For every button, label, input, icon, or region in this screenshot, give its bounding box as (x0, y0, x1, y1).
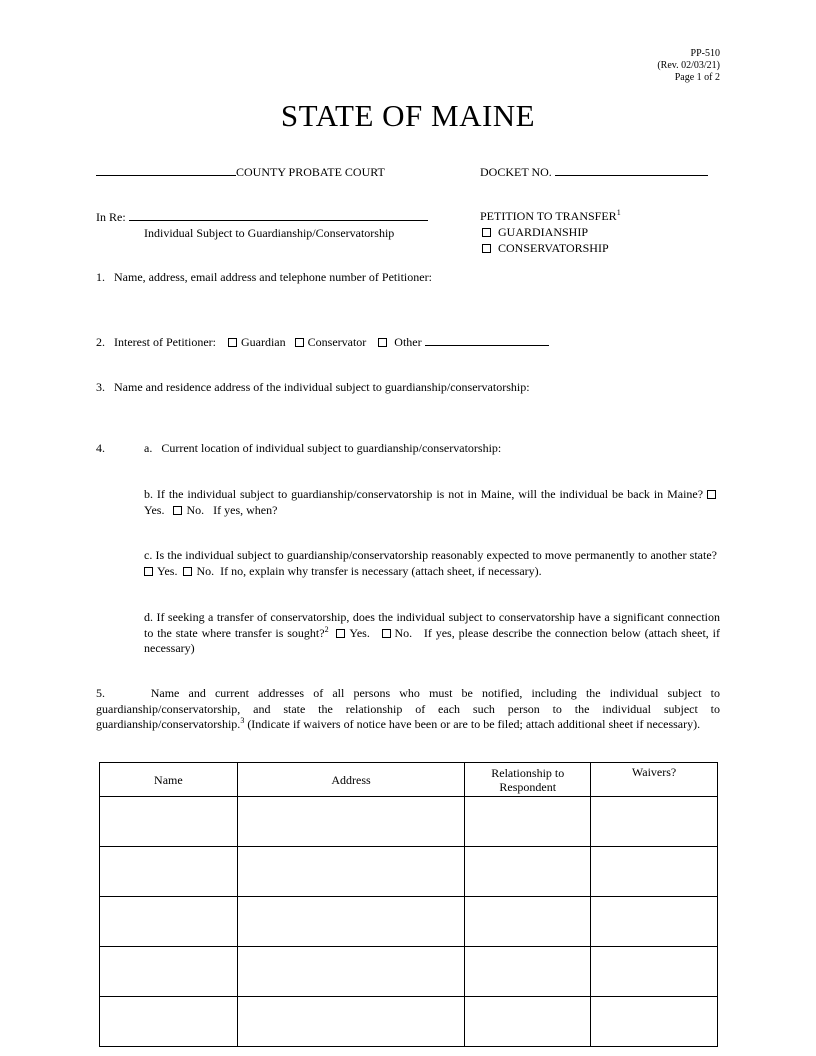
county-label: COUNTY PROBATE COURT (236, 165, 385, 179)
address-cell[interactable] (237, 897, 465, 947)
address-cell[interactable] (237, 997, 465, 1047)
page-number: Page 1 of 2 (674, 72, 720, 83)
in-re-caption: Individual Subject to Guardianship/Conservatorship (144, 226, 395, 240)
no-label: No. (394, 625, 413, 640)
item-text: If yes, when? (213, 502, 278, 517)
option-guardianship (482, 225, 588, 240)
in-re-line (96, 209, 428, 225)
item-4d (144, 610, 720, 657)
other-interest-field[interactable] (425, 334, 549, 346)
significant-connection-yes-checkbox[interactable] (336, 629, 345, 638)
relationship-cell[interactable] (465, 897, 591, 947)
name-cell[interactable] (100, 947, 238, 997)
petition-label: PETITION TO TRANSFER (480, 209, 617, 223)
item-text: (Indicate if waivers of notice have been or are to be filed; attach additional sheet if necessary). (247, 717, 701, 731)
other-checkbox[interactable] (378, 338, 387, 347)
significant-connection-no-checkbox[interactable] (382, 629, 391, 638)
waivers-cell[interactable] (591, 897, 718, 947)
address-cell[interactable] (237, 947, 465, 997)
no-label: No. (196, 563, 215, 578)
in-re-name-field[interactable] (129, 209, 428, 221)
option-label: Conservator (307, 335, 367, 349)
petition-heading (480, 209, 621, 224)
footnote-marker: 3 (240, 716, 245, 725)
guardian-checkbox[interactable] (228, 338, 237, 347)
column-header-address: Address (237, 763, 465, 797)
table-row (100, 797, 718, 847)
yes-label: Yes. (349, 625, 370, 640)
option-label: CONSERVATORSHIP (498, 241, 609, 255)
column-header-relationship: Relationship to Respondent (465, 763, 591, 797)
persons-to-notify-table (99, 762, 718, 1047)
relationship-cell[interactable] (465, 947, 591, 997)
option-label: Guardian (240, 335, 286, 349)
item-text: b. If the individual subject to guardianship/conservatorship is not in Maine, will the individual be back in Maine? (144, 487, 704, 501)
table-row (100, 847, 718, 897)
docket-line (480, 164, 708, 180)
name-cell[interactable] (100, 797, 238, 847)
item-5 (96, 686, 720, 733)
footnote-marker: 1 (616, 208, 621, 217)
item-text: Name, address, email address and telephone number of Petitioner: (114, 270, 432, 284)
docket-label: DOCKET NO. (480, 165, 552, 179)
address-cell[interactable] (237, 847, 465, 897)
item-number: 1. (96, 270, 105, 284)
yes-label: Yes. (144, 502, 165, 517)
name-cell[interactable] (100, 847, 238, 897)
waivers-cell[interactable] (591, 947, 718, 997)
item-text: d. If seeking a transfer of conservatorship, does the individual subject to conservatorship have a significant connection to the state where transfer is sought? (144, 610, 720, 640)
option-label: Other (394, 335, 422, 349)
item-4a: a. Current location of individual subject to guardianship/conservatorship: (144, 441, 502, 455)
item-text: Name and current addresses of all persons who must be notified, including the individual subject to guardianship/conservatorship, and state the relationship of each such person to the individual subject to guardianship/conservatorship. (96, 686, 720, 731)
back-in-maine-no-checkbox[interactable] (173, 506, 182, 515)
table-row (100, 997, 718, 1047)
conservator-checkbox[interactable] (295, 338, 304, 347)
item-2 (96, 334, 549, 350)
move-permanently-no-checkbox[interactable] (183, 567, 192, 576)
waivers-cell[interactable] (591, 997, 718, 1047)
docket-number-field[interactable] (555, 164, 708, 176)
table-header-row (100, 763, 718, 797)
yes-label: Yes. (157, 563, 178, 578)
item-1 (96, 270, 432, 285)
item-text: Interest of Petitioner: (114, 335, 216, 349)
relationship-cell[interactable] (465, 997, 591, 1047)
name-cell[interactable] (100, 997, 238, 1047)
option-conservatorship (482, 241, 609, 256)
item-4b (144, 487, 720, 518)
table-row (100, 897, 718, 947)
item-text: Name and residence address of the individual subject to guardianship/conservatorship: (114, 380, 530, 394)
conservatorship-checkbox[interactable] (482, 244, 491, 253)
option-label: GUARDIANSHIP (498, 225, 589, 239)
item-number: 5. (96, 686, 105, 700)
move-permanently-yes-checkbox[interactable] (144, 567, 153, 576)
item-number: 2. (96, 335, 105, 349)
form-revision: (Rev. 02/03/21) (657, 60, 720, 71)
page-title: STATE OF MAINE (280, 98, 536, 133)
county-name-field[interactable] (96, 164, 236, 176)
waivers-cell[interactable] (591, 847, 718, 897)
name-cell[interactable] (100, 897, 238, 947)
item-3 (96, 380, 530, 395)
form-number: PP-510 (690, 48, 720, 59)
item-text: c. Is the individual subject to guardianship/conservatorship reasonably expected to move permanently to another state? (144, 548, 717, 562)
item-number: 3. (96, 380, 105, 394)
item-text: If yes, please describe the connection below (attach sheet, if necessary) (144, 625, 721, 655)
column-header-name: Name (100, 763, 238, 797)
column-header-waivers: Waivers? (591, 763, 718, 797)
relationship-cell[interactable] (465, 797, 591, 847)
item-4c (144, 548, 720, 579)
item-4-number: 4. (96, 441, 105, 455)
no-label: No. (186, 502, 205, 517)
in-re-label: In Re: (96, 210, 126, 224)
back-in-maine-yes-checkbox[interactable] (707, 490, 716, 499)
waivers-cell[interactable] (591, 797, 718, 847)
address-cell[interactable] (237, 797, 465, 847)
footnote-marker: 2 (324, 624, 329, 634)
guardianship-checkbox[interactable] (482, 228, 491, 237)
item-text: If no, explain why transfer is necessary (attach sheet, if necessary). (220, 563, 542, 578)
county-line (96, 164, 385, 180)
table-row (100, 947, 718, 997)
form-identifier (657, 48, 720, 84)
relationship-cell[interactable] (465, 847, 591, 897)
